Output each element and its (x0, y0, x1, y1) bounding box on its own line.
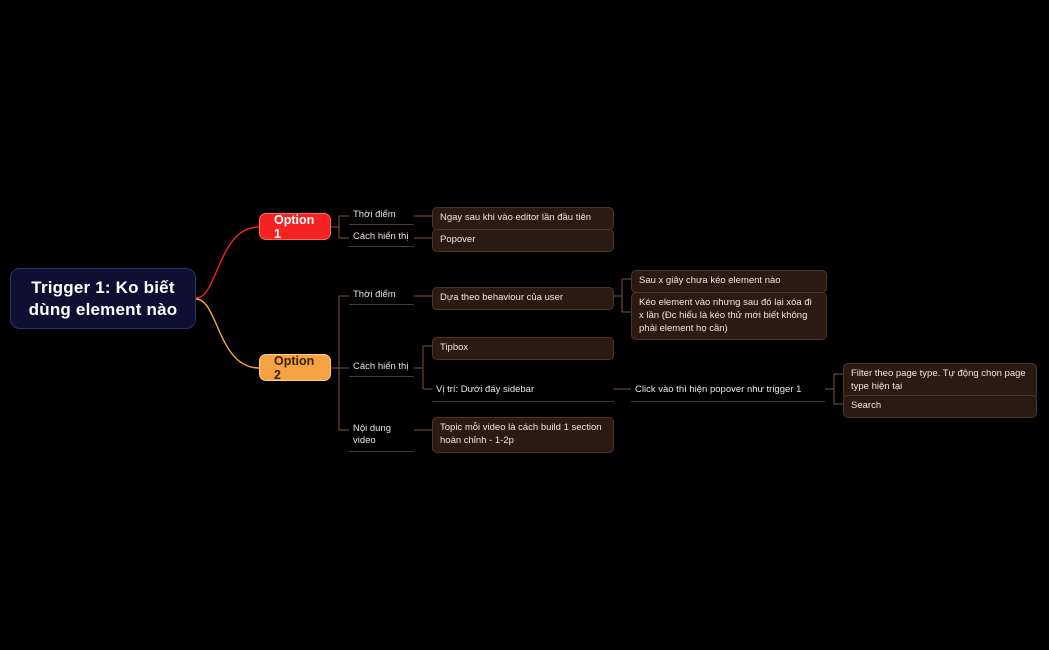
leaf-text: Sau x giây chưa kéo element nào (639, 275, 781, 286)
leaf-text: Topic mỗi video là cách build 1 section hoàn chỉnh - 1-2p (440, 422, 602, 446)
leaf-text: Ngay sau khi vào editor lần đầu tiên (440, 212, 592, 223)
label-text: Thời điểm (353, 209, 396, 220)
leaf-filter-theo-page-type[interactable] (843, 363, 1037, 399)
label-text: Cách hiển thị (353, 361, 409, 372)
leaf-sau-x-giay[interactable] (631, 270, 827, 293)
leaf-text: Kéo element vào nhưng sau đó lại xóa đi x lần (Đc hiểu là kéo thử mới biết không phải element họ cần) (639, 297, 812, 334)
leaf-text: Tipbox (440, 342, 469, 353)
leaf-text: Vị trí: Dưới đáy sidebar (436, 384, 535, 395)
root-node-label: Trigger 1: Ko biết dùng element nào (28, 278, 178, 319)
label-text: Thời điểm (353, 289, 396, 300)
leaf-tipbox[interactable] (432, 337, 614, 360)
leaf-text: Click vào thì hiện popover như trigger 1 (635, 384, 802, 395)
leaf-dua-theo-behaviour[interactable] (432, 287, 614, 310)
branch-option-2-label: Option 2 (274, 353, 315, 382)
leaf-search[interactable] (843, 395, 1037, 418)
leaf-keo-element-vao-roi-xoa[interactable] (631, 292, 827, 340)
leaf-text: Filter theo page type. Tự động chọn page type hiện tại (851, 368, 1026, 392)
leaf-vi-tri-duoi-day-sidebar[interactable] (432, 380, 614, 402)
option1-cach-hien-thi-label[interactable] (349, 229, 414, 247)
leaf-text: Search (851, 400, 882, 411)
branch-option-2[interactable] (259, 354, 331, 381)
option2-thoi-diem-label[interactable] (349, 287, 414, 305)
root-node[interactable] (10, 268, 196, 329)
leaf-text: Popover (440, 234, 476, 245)
option2-cach-hien-thi-label[interactable] (349, 359, 414, 377)
branch-option-1-label: Option 1 (274, 212, 315, 241)
leaf-click-hien-popover[interactable] (631, 380, 825, 402)
option2-noi-dung-video-label[interactable] (349, 421, 414, 452)
branch-option-1[interactable] (259, 213, 331, 240)
leaf-topic-moi-video[interactable] (432, 417, 614, 453)
label-text: Nội dung video (353, 423, 392, 447)
leaf-text: Dựa theo behaviour của user (440, 292, 564, 303)
leaf-popover[interactable] (432, 229, 614, 252)
label-text: Cách hiển thị (353, 231, 409, 242)
leaf-ngay-sau-khi-vao-editor[interactable] (432, 207, 614, 230)
option1-thoi-diem-label[interactable] (349, 207, 414, 225)
